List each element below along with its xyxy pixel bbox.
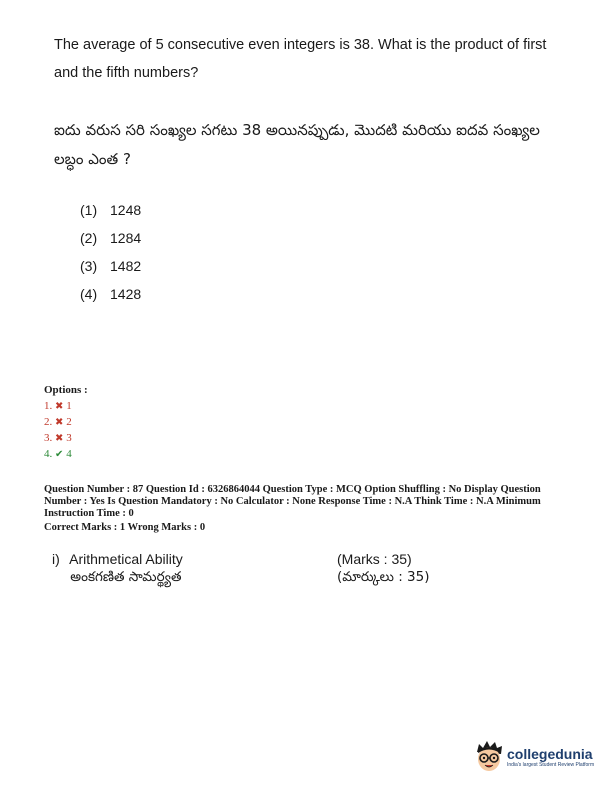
brand-tagline: India's largest Student Review Platform <box>507 762 595 768</box>
cross-icon: ✖ <box>55 417 64 428</box>
question-english: The average of 5 consecutive even integers is 38. What is the product of first and the fifth numbers? <box>54 37 547 81</box>
option-prefix: 2. <box>44 416 53 428</box>
choice-3 <box>80 252 141 280</box>
section-index: i) <box>52 551 60 567</box>
choice-value: 1482 <box>110 258 142 274</box>
choice-number: (1) <box>80 202 98 218</box>
section-row-english <box>52 550 452 568</box>
section-title-english <box>52 550 337 568</box>
option-label: 4 <box>66 448 72 460</box>
choice-number: (3) <box>80 258 98 274</box>
section-title-text: Arithmetical Ability <box>69 551 183 567</box>
answer-choices <box>80 196 141 308</box>
choice-number: (2) <box>80 230 98 246</box>
collegedunia-logo <box>473 738 605 778</box>
section-title-text: అంకగణిత సామర్థ్యత <box>70 569 182 585</box>
option-prefix: 3. <box>44 432 53 444</box>
choice-2 <box>80 224 141 252</box>
section-marks-english: (Marks : 35) <box>337 551 412 567</box>
brand-name: collegedunia <box>507 746 593 762</box>
choice-value: 1428 <box>110 286 142 302</box>
checkmark-icon: ✔ <box>55 449 64 460</box>
option-label: 3 <box>66 432 72 444</box>
section-heading <box>52 550 452 586</box>
question-details: Question Number : 87 Question Id : 6326864044 Question Type : MCQ Option Shuffling : No Display Question Number : Yes Is Question Mandatory : No Calculator : None Response Time : N.A Think Time : N.A Minimum Instruction Time : 0 <box>44 484 541 519</box>
option-4 <box>44 446 88 462</box>
logo-text <box>507 747 594 769</box>
options-header: Options : <box>44 384 88 396</box>
option-label: 1 <box>66 400 72 412</box>
option-label: 2 <box>66 416 72 428</box>
choice-4 <box>80 280 141 308</box>
question-telugu: ఐదు వరుస సరి సంఖ్యల సగటు 38 అయినప్పుడు, మొదటి మరియు ఐదవ సంఖ్యల లబ్ధం ఎంత ? <box>54 121 540 168</box>
choice-1 <box>80 196 141 224</box>
option-1 <box>44 398 88 414</box>
option-2 <box>44 414 88 430</box>
option-prefix: 4. <box>44 448 53 460</box>
cross-icon: ✖ <box>55 433 64 444</box>
option-prefix: 1. <box>44 400 53 412</box>
section-title-telugu <box>52 568 337 586</box>
option-3 <box>44 430 88 446</box>
mascot-icon <box>473 740 505 776</box>
choice-value: 1284 <box>110 230 142 246</box>
choice-number: (4) <box>80 286 98 302</box>
choice-value: 1248 <box>110 202 142 218</box>
cross-icon: ✖ <box>55 401 64 412</box>
marks-info: Correct Marks : 1 Wrong Marks : 0 <box>44 522 206 533</box>
section-marks-telugu: (మార్కులు : 35) <box>337 569 430 585</box>
section-row-telugu <box>52 568 452 586</box>
options-list <box>44 382 88 462</box>
question-metadata <box>44 484 572 534</box>
